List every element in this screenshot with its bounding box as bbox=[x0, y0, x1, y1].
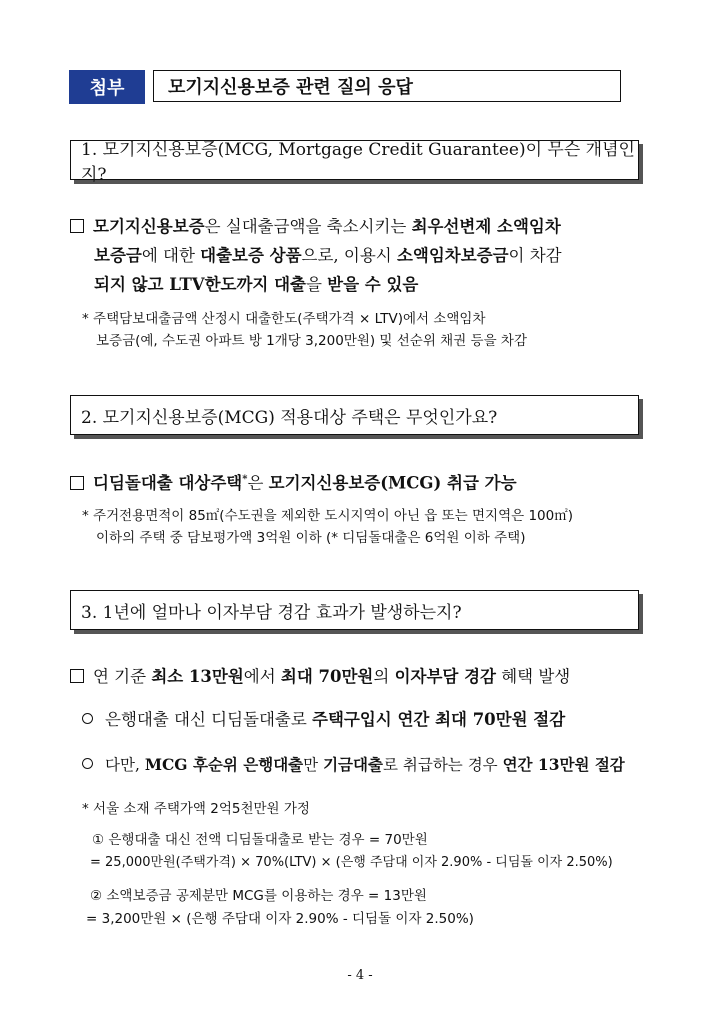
text-bold: 받을 수 있음 bbox=[327, 275, 419, 294]
question-2: 2. 모기지신용보증(MCG) 적용대상 주택은 무엇인가요? bbox=[81, 407, 498, 428]
calc-2-line-2: = 3,200만원 × (은행 주담대 이자 2.90% - 디딤돌 이자 2.50%) bbox=[86, 911, 474, 927]
text: 만 bbox=[303, 756, 324, 774]
q2-answer bbox=[70, 465, 517, 498]
text-bold: 모기지신용보증(MCG) 취급 가능 bbox=[268, 473, 517, 493]
circle-bullet-icon bbox=[82, 758, 93, 769]
q2-note-line-2: 이하의 주택 중 담보평가액 3억원 이하 (* 디딤돌대출은 6억원 이하 주택) bbox=[96, 530, 526, 546]
text-bold: 최우선변제 소액임차 bbox=[411, 217, 561, 236]
text: 은 bbox=[247, 473, 269, 493]
text-bold: MCG 후순위 은행대출 bbox=[144, 755, 304, 774]
q1-note-line-1: * 주택담보대출금액 산정시 대출한도(주택가격 × LTV)에서 소액임차 bbox=[82, 311, 486, 327]
q1-answer-line-1 bbox=[70, 212, 561, 241]
q3-note-head: * 서울 소재 주택가액 2억5천만원 가정 bbox=[82, 801, 310, 817]
text-bold: 디딤돌대출 대상주택 bbox=[93, 473, 243, 493]
q3-sub-item-2 bbox=[82, 750, 625, 780]
q3-sub-item-1 bbox=[82, 705, 565, 734]
calc-1-line-2: = 25,000만원(주택가격) × 70%(LTV) × (은행 주담대 이자 2.90% - 디딤돌 이자 2.50%) bbox=[90, 855, 613, 870]
q1-answer-line-2 bbox=[94, 241, 562, 270]
checkbox-square-icon bbox=[70, 669, 84, 683]
text-bold: 이자부담 경감 bbox=[394, 667, 496, 686]
text-bold: 연간 13만원 절감 bbox=[502, 755, 625, 774]
text-bold: 주택구입시 연간 최대 70만원 절감 bbox=[312, 710, 566, 729]
question-1: 1. 모기지신용보증(MCG, Mortgage Credit Guarantee)이 무슨 개념인지? bbox=[81, 140, 635, 185]
attachment-tag: 첨부 bbox=[69, 70, 145, 104]
text-bold: 대출보증 상품 bbox=[200, 246, 302, 265]
text: 에 대한 bbox=[141, 246, 201, 265]
q3-answer bbox=[70, 662, 570, 691]
text-bold: 기금대출 bbox=[323, 755, 383, 774]
text: 연 기준 bbox=[93, 667, 152, 686]
page-title: 모기지신용보증 관련 질의 응답 bbox=[153, 70, 621, 102]
text-bold: 되지 않고 LTV한도까지 대출 bbox=[94, 275, 306, 294]
calc-2-line-1: ② 소액보증금 공제분만 MCG를 이용하는 경우 = 13만원 bbox=[90, 888, 427, 904]
text: 로 취급하는 경우 bbox=[382, 756, 503, 774]
checkbox-square-icon bbox=[70, 219, 84, 233]
text: 에서 bbox=[243, 667, 281, 686]
text-bold: 소액임차보증금 bbox=[396, 246, 509, 265]
question-3: 3. 1년에 얼마나 이자부담 경감 효과가 발생하는지? bbox=[81, 602, 462, 623]
text-bold: 보증금 bbox=[94, 246, 142, 265]
circle-bullet-icon bbox=[82, 713, 93, 724]
q1-answer-line-3 bbox=[94, 270, 418, 299]
checkbox-square-icon bbox=[70, 476, 84, 490]
question-3-box bbox=[70, 590, 639, 630]
calc-1-line-1: ① 은행대출 대신 전액 디딤돌대출로 받는 경우 = 70만원 bbox=[92, 832, 428, 848]
text: 을 bbox=[305, 275, 328, 294]
question-1-box bbox=[70, 140, 639, 185]
text: 은행대출 대신 디딤돌대출로 bbox=[105, 710, 313, 729]
footnote-star: * bbox=[242, 474, 248, 485]
text-bold: 모기지신용보증 bbox=[93, 217, 205, 236]
text: 으로, 이용시 bbox=[301, 246, 397, 265]
text-bold: 최소 13만원 bbox=[151, 667, 244, 686]
text-bold: 최대 70만원 bbox=[280, 667, 374, 686]
text: 은 실대출금액을 축소시키는 bbox=[204, 217, 412, 236]
attachment-header bbox=[69, 70, 621, 104]
text: 이 차감 bbox=[508, 246, 562, 265]
q2-note-line-1: * 주거전용면적이 85㎡(수도권을 제외한 도시지역이 아닌 읍 또는 면지역은 100㎡) bbox=[82, 508, 573, 524]
question-2-box bbox=[70, 395, 639, 435]
text: 다만, bbox=[105, 756, 145, 774]
page-number: - 4 - bbox=[347, 968, 373, 983]
q1-note-line-2: 보증금(예, 수도권 아파트 방 1개당 3,200만원) 및 선순위 채권 등을 차감 bbox=[96, 333, 527, 349]
text: 혜택 발생 bbox=[495, 667, 571, 686]
text: 의 bbox=[373, 667, 395, 686]
